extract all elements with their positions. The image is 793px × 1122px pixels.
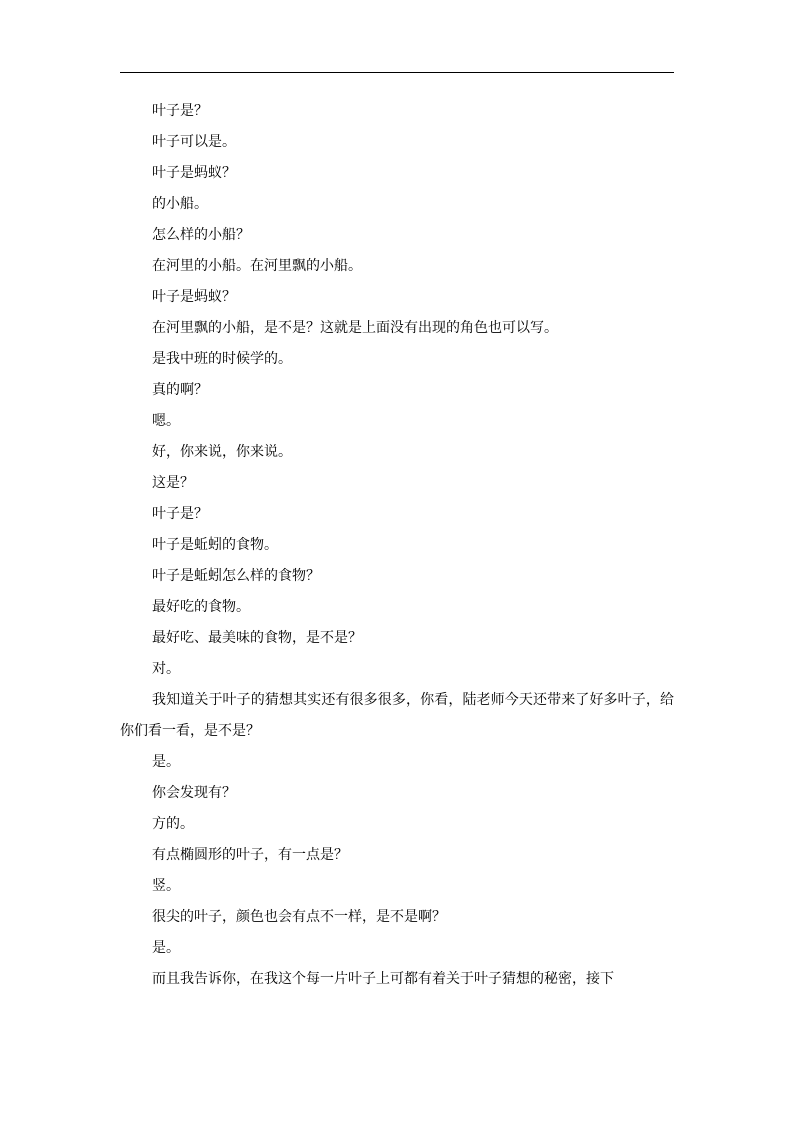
paragraph: 很尖的叶子，颜色也会有点不一样，是不是啊？	[152, 909, 446, 925]
paragraph: 嗯。	[152, 413, 180, 429]
document-body	[120, 96, 674, 995]
paragraph: 叶子可以是。	[152, 134, 236, 150]
header-rule	[120, 72, 674, 73]
paragraph: 叶子是？	[152, 103, 208, 119]
paragraph: 叶子是蚯蚓怎么样的食物？	[152, 568, 320, 584]
paragraph: 真的啊？	[152, 382, 208, 398]
paragraph: 最好吃、最美味的食物，是不是？	[152, 630, 362, 646]
paragraph: 是。	[152, 940, 180, 956]
paragraph: 的小船。	[152, 196, 208, 212]
paragraph: 好，你来说，你来说。	[152, 444, 292, 460]
paragraph: 你会发现有？	[152, 785, 236, 801]
paragraph: 这是？	[152, 475, 194, 491]
paragraph: 最好吃的食物。	[152, 599, 250, 615]
paragraph: 是我中班的时候学的。	[152, 351, 292, 367]
paragraph: 叶子是？	[152, 506, 208, 522]
paragraph: 在河里的小船。在河里飘的小船。	[152, 258, 362, 274]
paragraph: 怎么样的小船？	[152, 227, 250, 243]
paragraph: 而且我告诉你，在我这个每一片叶子上可都有着关于叶子猜想的秘密，接下	[152, 971, 614, 987]
paragraph: 我知道关于叶子的猜想其实还有很多很多，你看，陆老师今天还带来了好多叶子，给你们看一看，是不是？	[120, 692, 674, 739]
paragraph: 在河里飘的小船，是不是？这就是上面没有出现的角色也可以写。	[152, 320, 558, 336]
paragraph: 有点椭圆形的叶子，有一点是？	[152, 847, 348, 863]
paragraph: 叶子是蚂蚁？	[152, 289, 236, 305]
paragraph: 竖。	[152, 878, 180, 894]
paragraph: 对。	[152, 661, 180, 677]
paragraph: 叶子是蚯蚓的食物。	[152, 537, 278, 553]
paragraph: 是。	[152, 754, 180, 770]
paragraph: 方的。	[152, 816, 194, 832]
paragraph: 叶子是蚂蚁？	[152, 165, 236, 181]
